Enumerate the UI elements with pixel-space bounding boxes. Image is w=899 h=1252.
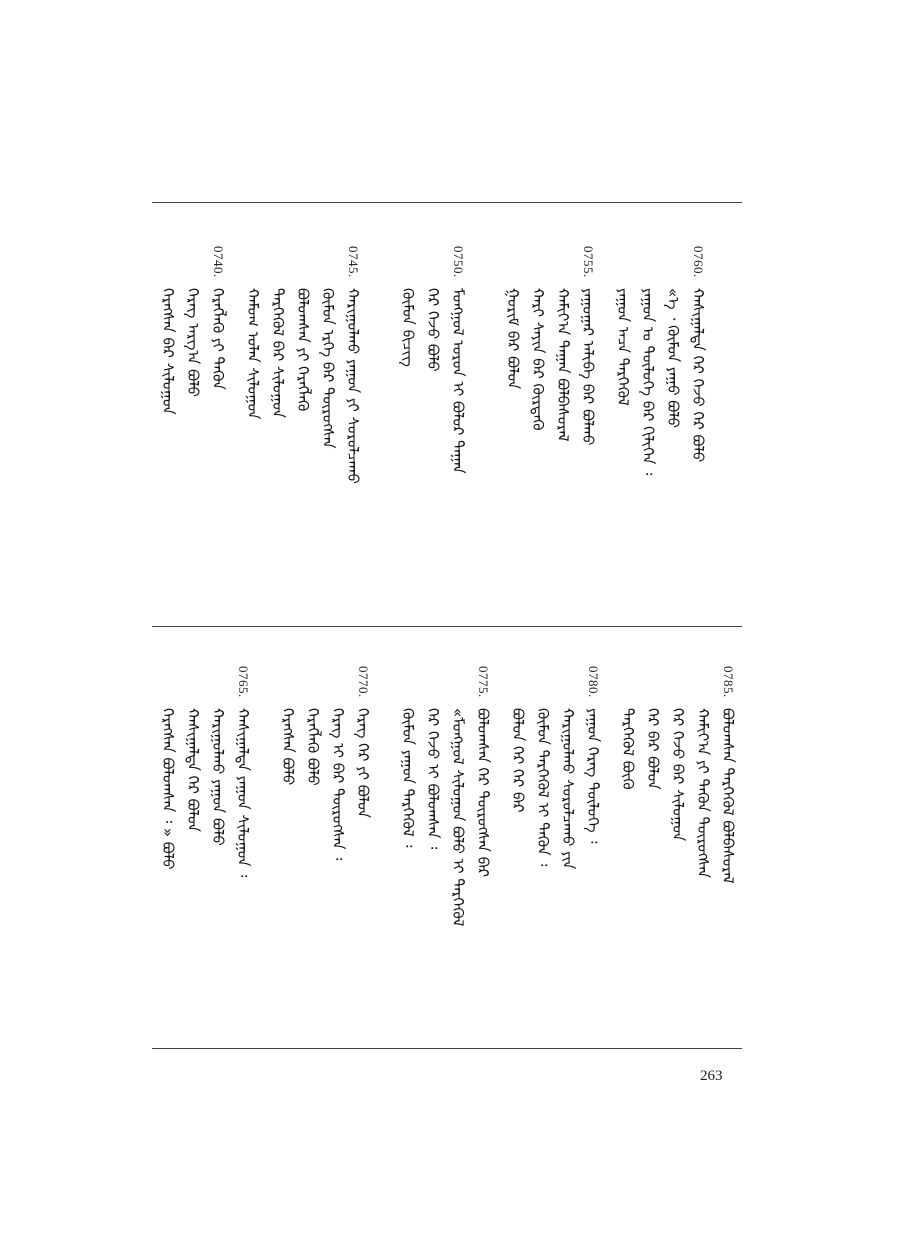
verse-line: ᠪᠣᠯᠤᠭᠰᠠᠨ ᠶᠢ ᠬᠡᠷᠡᠭᠯᠡᠬᠦ [294,288,312,412]
verse-line: ᠶᠠᠭᠤᠨ ᠠᠴᠠ ᠲᠡᠷᠭᠡᠭᠦᠯ [614,288,632,406]
verse-line: ᠬᠠᠰᠢᠭᠠᠯᠲᠠ ᠬᠡᠷ ᠭᠡᠵᠦ ᠬᠡᠷ ᠪᠣᠯᠤ [689,288,707,463]
verse-line: ᠪᠤᠯᠤᠭᠰᠠᠨ ᠲᠡᠷᠭᠡᠭᠦᠯ ᠪᠣᠯᠪᠠᠰᠤᠷᠠᠯ [719,708,737,884]
verse-line: ᠶᠠᠭᠤᠨ ᠤ ᠲᠥᠯᠦᠭᠡ ᠪᠡᠷ ᠬᠢᠯᠢᠭᠡᠨ ᠄ [639,288,657,476]
line-number-0775: 0775. [476,666,491,698]
verse-line: ᠬᠠᠮᠢᠶ᠎ᠠ ᠳᠠᠭᠠᠨ ᠪᠣᠯᠪᠠᠰᠤᠷᠠᠯ [554,288,572,442]
verse-line: ᠬᠠᠷᠢ ᠰᠠᠶᠢᠨ ᠪᠡᠷ ᠬᠦᠷᠲᠡᠬᠦ [529,288,547,431]
verse-line: ᠬᠡᠷᠡᠭᠯᠡᠬᠦ ᠪᠣᠯᠤ [304,708,322,786]
bottom-divider [152,1048,742,1049]
line-number-0750: 0750. [451,246,466,278]
verse-line: «ᠡ ᠂ ᠬᠦᠮᠦᠨ ᠶᠠᠭᠤ ᠪᠣᠯᠤ [664,288,682,429]
page-number: 263 [700,1068,723,1084]
verse-line: ᠬᠠᠷᠢᠭᠤᠯᠬᠤ ᠰᠤᠷᠤᠯᠴᠠᠬᠤ ᠶᠢᠨ [559,708,577,870]
verse-line: ᠬᠡᠷ ᠭᠡᠵᠦ ᠢ ᠪᠣᠯᠤᠭᠰᠠᠨ ᠄ [424,708,442,850]
verse-line: ᠲᠡᠷᠭᠡᠭᠦᠯ ᠪᠡᠷ ᠰᠢᠯᠤᠭᠤᠨ [269,288,287,419]
verse-line: ᠶᠠᠭᠤᠨ ᠬᠡᠷᠡᠭ ᠲᠥᠯᠦᠭᠡ ᠄ [584,708,602,844]
verse-line: ᠬᠠᠰᠢᠭᠠᠯᠲᠠ ᠬᠡᠷ ᠪᠣᠯᠤᠨ [184,708,202,832]
verse-line: ᠬᠠᠷᠢᠭᠤᠯᠬᠤ ᠶᠠᠭᠤᠨ ᠶᠢ ᠰᠤᠷᠤᠯᠴᠠᠬᠤ [344,288,362,484]
verse-line: ᠬᠡᠷᠡᠭᠯᠡᠬᠦ ᠶᠢ ᠲᠡᠭᠦᠨ [209,288,227,390]
verse-line: ᠪᠣᠯᠤᠭᠰᠠᠨ ᠬᠡᠷ ᠲᠥᠷᠦᠭᠰᠡᠨ ᠪᠡᠷ [474,708,492,878]
verse-line: ᠭᠣᠷᠢᠮ ᠪᠡᠷ ᠪᠣᠯᠤᠨ [504,288,522,390]
verse-line: ᠬᠠᠮᠤᠭ ᠤᠯᠠᠨ ᠰᠢᠯᠤᠭᠤᠨ [244,288,262,420]
line-number-0740: 0740. [211,246,226,278]
verse-line: ᠪᠣᠯᠤᠨ ᠬᠡᠷ ᠭᠡᠷ ᠪᠡᠷ [509,708,527,813]
verse-line: ᠬᠡᠷᠡᠭᠰᠡᠨ ᠪᠣᠯᠤᠭᠰᠠᠨ ᠄ » ᠪᠣᠯᠤ [159,708,177,870]
line-number-0765: 0765. [236,666,251,698]
verse-line: ᠬᠡᠷᠡᠭᠰᠡᠨ ᠪᠡᠷ ᠰᠢᠯᠤᠭᠤᠨ [159,288,177,415]
middle-divider [152,626,742,627]
verse-line: ᠬᠠᠰᠢᠭᠠᠯᠲᠠ ᠶᠠᠭᠤᠨ ᠰᠢᠯᠤᠭᠤᠨ ᠄ [234,708,252,878]
line-number-0760: 0760. [691,246,706,278]
verse-line: ᠬᠡᠷᠡᠭ ᠠᠷᠭ᠎ᠠ ᠪᠣᠯᠤ [184,288,202,397]
line-number-0770: 0770. [356,666,371,698]
line-number-0780: 0780. [586,666,601,698]
verse-line: ᠬᠦᠮᠦᠨ ᠡᠷᠬᠡ ᠪᠡᠷ ᠲᠥᠷᠦᠭᠰᠡᠨ [319,288,337,449]
verse-line: ᠶᠠᠭᠤᠭᠠᠷ ᠠᠯᠢᠪᠠ ᠪᠡᠷ ᠪᠤᠯᠬᠤ [579,288,597,446]
verse-line: ᠬᠠᠷᠢᠭᠤᠯᠬᠤ ᠶᠠᠭᠤᠨ ᠪᠣᠯᠤ [209,708,227,846]
line-number-0785: 0785. [721,666,736,698]
verse-line: ᠬᠡᠷ ᠭᠡᠵᠦ ᠪᠣᠯᠤ [424,288,442,372]
line-number-0745: 0745. [346,246,361,278]
verse-line: «ᠮᠣᠩᠭᠣᠯ ᠰᠢᠯᠤᠭᠤᠨ ᠪᠣᠯᠤ ᠢ ᠲᠡᠷᠭᠡᠭᠦᠯ [449,708,467,927]
verse-line: ᠬᠦᠮᠦᠨ ᠪᠢᠴᠢᠭ [399,288,417,367]
verse-line: ᠬᠦᠮᠦᠨ ᠲᠡᠷᠭᠡᠭᠦᠯ ᠢ ᠲᠡᠭᠦᠨ ᠄ [534,708,552,867]
verse-line: ᠬᠡᠷᠡᠭ ᠬᠡᠷ ᠶᠢ ᠪᠣᠯᠤᠨ [354,708,372,819]
verse-line: ᠮᠣᠩᠭᠣᠯ ᠤᠷᠤᠨ ᠢ ᠪᠤᠯᠤᠷ ᠳᠠᠭᠠᠨ [449,288,467,474]
verse-line: ᠬᠡᠷ ᠪᠡᠷ ᠪᠣᠯᠤᠨ [644,708,662,790]
verse-line: ᠬᠦᠮᠦᠨ ᠶᠠᠭᠤᠨ ᠲᠡᠷᠭᠡᠭᠦᠯ ᠄ [399,708,417,848]
line-number-0755: 0755. [581,246,596,278]
top-divider [152,202,742,203]
verse-line: ᠬᠡᠷᠡᠭᠰᠡᠨ ᠪᠣᠯᠤ [279,708,297,786]
verse-line: ᠲᠡᠷᠭᠡᠭᠦᠯ ᠪᠦᠬᠦ [619,708,637,790]
verse-line: ᠬᠡᠷ ᠭᠡᠵᠦ ᠪᠡᠷ ᠰᠢᠯᠤᠭᠤᠨ [669,708,687,842]
verse-line: ᠬᠠᠮᠢᠶ᠎ᠠ ᠶᠢ ᠲᠡᠭᠦᠨ ᠲᠥᠷᠦᠭᠰᠡᠨ [694,708,712,879]
verse-line: ᠬᠡᠷᠡᠭ ᠢ ᠪᠡᠷ ᠲᠥᠷᠦᠭᠰᠡᠨ ᠄ [329,708,347,861]
